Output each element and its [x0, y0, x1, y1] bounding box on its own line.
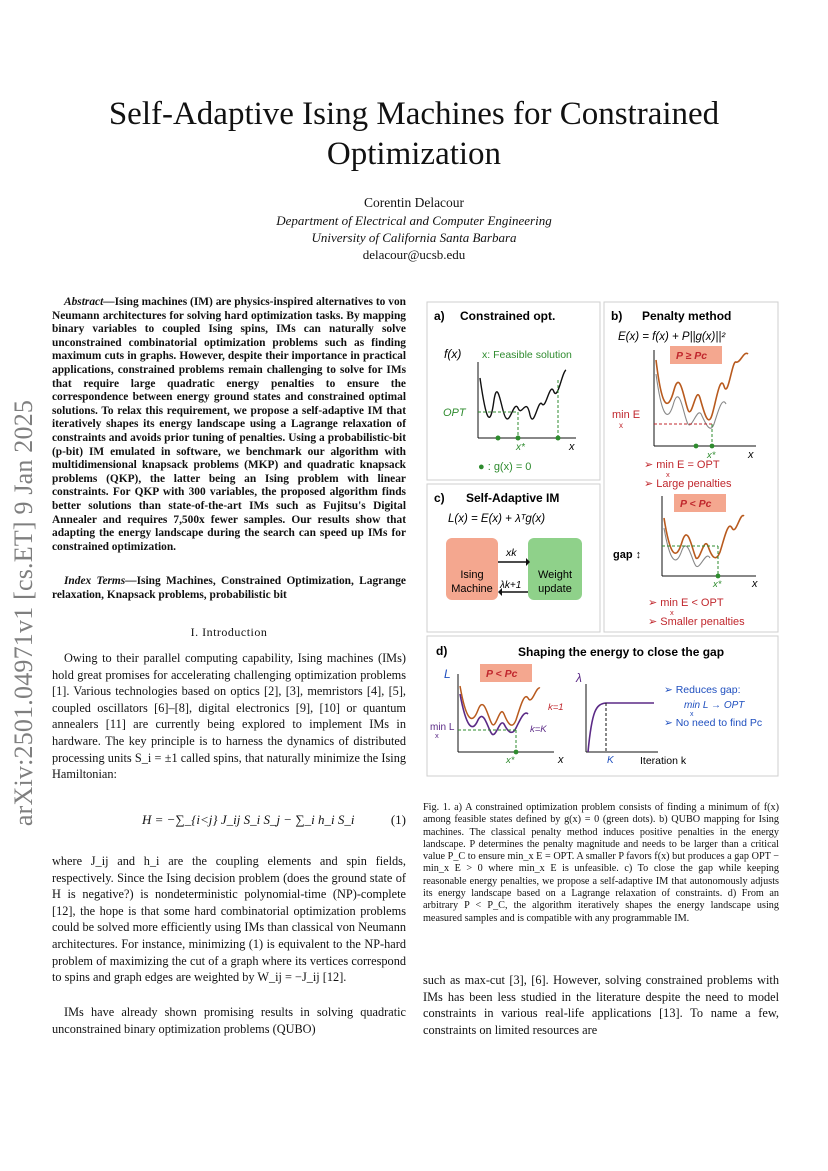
panel-d-title: Shaping the energy to close the gap: [518, 645, 725, 659]
intro-paragraph-1: Owing to their parallel computing capability, Ising machines (IMs) hold great promises for accelerating challenging optimization problems [1]. Various technologies based on optics [2], [3], memristors [4], [5], coupled oscillators [6]–[8], digital electronics [9], [10] or quantum annealers [11] are currently being explored to implement IMs in hardware. The key principle is to harness the dynamics of distributed processing units S_i = ±1 called spins, that naturally minimize the Ising Hamiltonian:: [52, 651, 406, 782]
intro-paragraph-3: IMs have already shown promising results in solving quadratic unconstrained binary optimization problems (QUBO): [52, 1005, 406, 1036]
index-terms-label: Index Terms—: [64, 575, 137, 587]
panel-a-dot: [516, 436, 521, 441]
panel-d-tag: d): [436, 644, 448, 658]
panel-d-bullet-2: min L → OPT: [684, 700, 745, 711]
panel-a-title: Constrained opt.: [460, 309, 556, 323]
ising-label: Ising: [460, 569, 484, 581]
abstract: [52, 296, 406, 554]
panel-a-frame: [427, 302, 600, 480]
panel-a-dot: [556, 436, 561, 441]
abstract-text: Ising machines (IM) are physics-inspired alternatives to von Neumann architectures for solving hard optimization tasks. By mapping binary variables to coupled Ising spins, IMs can naturally solve unconstrained combinatorial optimization problems such as finding maximum cuts in graphs. However, despite their importance in practical applications, constrained problems remain challenging to solve for IMs that require large quadratic energy penalties to ensure the correspondence between energy ground states and constrained optimal solutions. To relax this requirement, we propose a self-adaptive IM that iteratively shapes its energy landscape using a Lagrange relaxation of constraints and avoids prior tuning of penalties. Using a probabilistic-bit (p-bit) IM emulated in software, we benchmark our algorithm with multidimensional knapsack problems (MKP) and quadratic knapsack problems (QKP), the latter being an Ising problem with linear constraints. For QKP with 300 variables, the proposed algorithm finds better solutions than state-of-the-art IMs such as Fujitsu's Digital Annealer and requires 7,500x fewer samples. Our results show that adapting the energy landscape during the search can speed up IMs for constrained optimization.: [52, 296, 406, 553]
equation-1: [52, 810, 406, 844]
panel-b-bullet-2: ➢ Large penalties: [644, 478, 732, 490]
panel-d-curve-k1: [460, 686, 540, 725]
abstract-label: Abstract—: [64, 296, 115, 308]
panel-b-x2: x: [752, 578, 758, 590]
panel-b-bullet-4: ➢ Smaller penalties: [648, 616, 745, 628]
panel-a-constraint: ● : g(x) = 0: [478, 461, 532, 473]
panel-a-dot: [496, 436, 501, 441]
panel-b-dot: [710, 444, 715, 449]
panel-d-x: x: [558, 754, 564, 766]
panel-a-opt: OPT: [443, 407, 466, 419]
paper-title: Self-Adaptive Ising Machines for Constrained Optimization: [108, 96, 720, 172]
panel-d-bullet-2-sub: x: [690, 711, 694, 718]
panel-c-title: Self-Adaptive IM: [466, 491, 560, 505]
panel-b-xstar2: x*: [713, 579, 722, 590]
arxiv-stamp: [2, 378, 46, 848]
right-column-text: such as max-cut [3], [6]. However, solving constrained problems with IMs has been less studied in the literature despite the need to model constraints in various real-life applications [13]. To name a few, constraints on limited resources are: [423, 973, 779, 1037]
author-univ: University of California Santa Barbara: [311, 230, 517, 245]
panel-d-iter: Iteration k: [640, 755, 687, 767]
panel-b-bullet-3-sub: x: [670, 608, 674, 617]
panel-d-minL-sub: x: [435, 731, 439, 740]
panel-a-fx: f(x): [444, 347, 462, 361]
panel-c-tag: c): [434, 491, 445, 505]
panel-d-dot: [514, 750, 519, 755]
panel-b-x: x: [748, 449, 754, 461]
panel-b-xstar: x*: [707, 450, 716, 461]
arxiv-id-text: arXiv:2501.04971v1 [cs.ET] 9 Jan 2025: [9, 399, 38, 827]
author-dept: Department of Electrical and Computer Engineering: [276, 213, 552, 228]
panel-b-min-e-sub: x: [619, 421, 623, 430]
panel-d-k1: k=1: [548, 702, 564, 713]
author-email: delacour@ucsb.edu: [362, 247, 466, 262]
panel-b-eq: E(x) = f(x) + P||g(x)||²: [618, 331, 726, 343]
panel-a-curve: [480, 370, 566, 419]
equation-number: (1): [390, 812, 406, 827]
index-terms-text: Ising Machines, Constrained Optimization, Lagrange relaxation, Knapsack problems, probabilistic bit: [52, 575, 406, 601]
panel-d-lambda: λ: [576, 671, 582, 685]
xk-label: xk: [506, 547, 517, 559]
panel-b-p-lt: P < Pc: [680, 498, 712, 510]
panel-b-bullet-1: ➢ min E = OPT: [644, 459, 720, 471]
panel-b-p-ge: P ≥ Pc: [676, 350, 708, 362]
panel-d-lambda-curve: [588, 703, 654, 752]
figure-caption: Fig. 1. a) A constrained optimization problem consists of finding a minimum of f(x) among feasible states defined by g(x) = 0 (green dots). b) QUBO mapping for Ising machines. The classical penalty method induces positive penalties in the energy landscape. P determines the penalty magnitude and needs to be larger than a critical value P_C to ensure min_x E = OPT. A smaller P favors f(x) but produces a gap OPT − min_x E > 0 where min_x E is unfeasible. c) To close the gap while keeping reasonable energy penalties, we propose a self-adaptive IM that autonomously adjusts its energy landscape based on a Lagrange relaxation of constraints. d) From an arbitrary P < P_C, the algorithm iteratively shapes the energy landscape using measured samples and is compatible with any programmable IM.: [423, 802, 779, 924]
panel-a-feasible: x: Feasible solution: [482, 349, 572, 361]
panel-a-xstar: x*: [516, 442, 525, 453]
panel-d-K: K: [607, 755, 614, 766]
intro-paragraph-2: where J_ij and h_i are the coupling elements and spin fields, respectively. Since the Ising decision problem (does the ground state of H is negative?) is nondeterministic polynomial-time (NP)-complete [12], the hope is that some hard combinatorial optimization problems could be solved more efficiently using IMs than classical von Neumann architectures. For instance, minimizing (1) is equivalent to the NP-hard problem of maximizing the cut of a graph where its vertices correspond to spins and graph edges are weighted by W_ij = −J_ij [12].: [52, 854, 406, 985]
figure-1: [426, 300, 781, 782]
lambda-label: λk+1: [500, 580, 522, 591]
update-label: update: [538, 583, 572, 595]
panel-b-min-e: min E: [612, 409, 641, 421]
panel-d-p-lt: P < Pc: [486, 668, 518, 680]
section-heading-intro: I. Introduction: [190, 625, 268, 639]
panel-a-x: x: [569, 441, 575, 453]
panel-d-bullet-3: ➢ No need to find Pc: [664, 717, 763, 729]
panel-b-energy-curve-2: [664, 516, 744, 559]
panel-d-xstar: x*: [506, 755, 515, 766]
panel-a-tag: a): [434, 309, 445, 323]
panel-b-dot: [716, 574, 721, 579]
panel-b-gap: gap ↕: [613, 549, 642, 561]
panel-d-bullet-1: ➢ Reduces gap:: [664, 684, 741, 696]
equation-text: H = −∑_{i<j} J_ij S_i S_j − ∑_i h_i S_i: [142, 812, 355, 827]
panel-d-L: L: [444, 667, 451, 681]
weight-label: Weight: [537, 569, 573, 581]
panel-d-kK: k=K: [530, 724, 547, 735]
panel-b-dot: [694, 444, 699, 449]
panel-b-bullet-1-sub: x: [666, 470, 670, 479]
panel-d-minL: min L: [430, 722, 455, 733]
panel-c-eq: L(x) = E(x) + λᵀg(x): [448, 513, 546, 525]
index-terms: [52, 575, 406, 602]
machine-label: Machine: [451, 583, 493, 595]
author-name: Corentin Delacour: [363, 195, 465, 210]
panel-b-title: Penalty method: [642, 309, 732, 323]
panel-b-tag: b): [611, 309, 623, 323]
panel-b-bullet-3: ➢ min E < OPT: [648, 597, 724, 609]
